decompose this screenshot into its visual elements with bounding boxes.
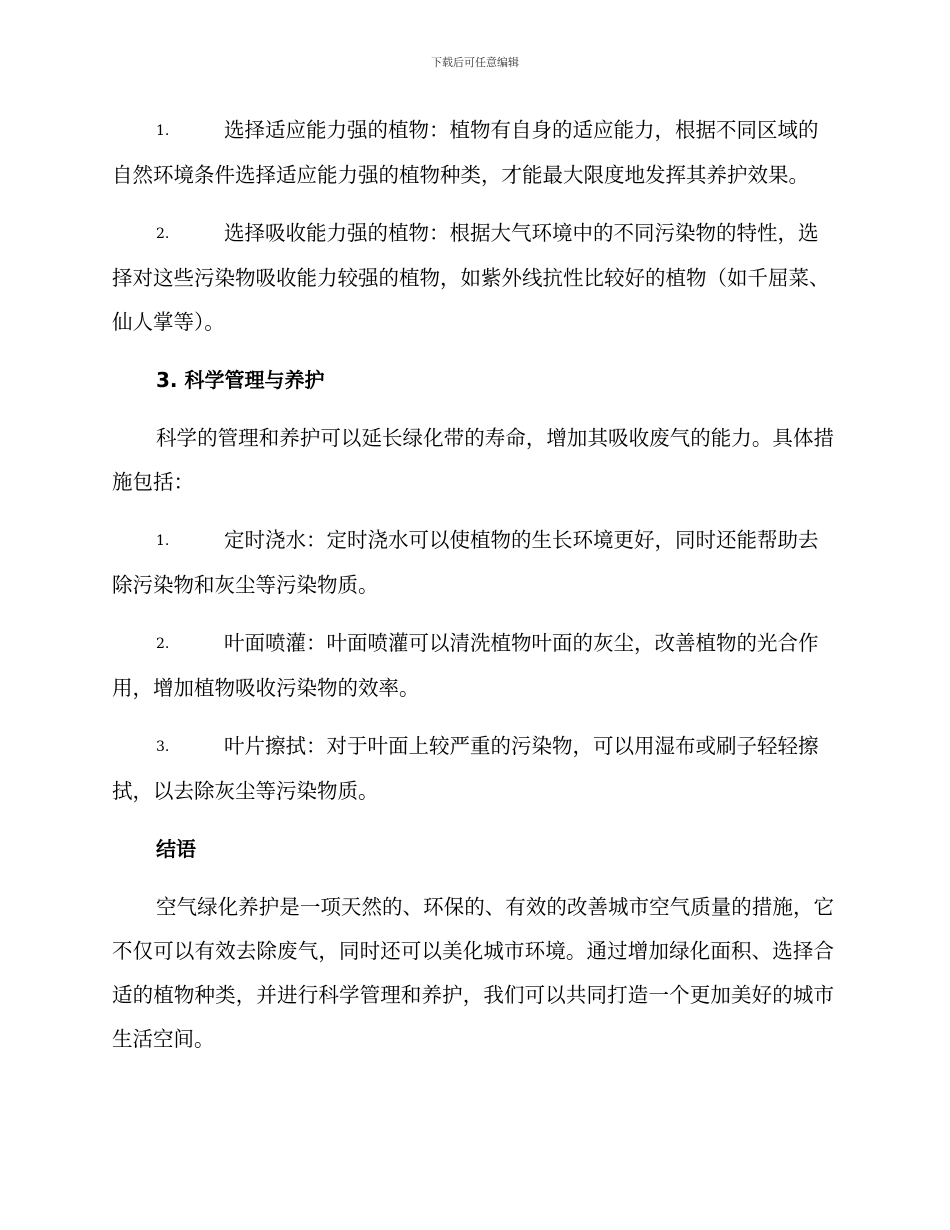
list-number: 3.: [156, 739, 170, 755]
document-body: [112, 108, 834, 1075]
list-item: [112, 108, 834, 197]
list-text: 选择适应能力强的植物：植物有自身的适应能力，根据不同区域的自然环境条件选择适应能力强的植物种类，才能最大限度地发挥其养护效果。: [112, 118, 819, 187]
page-header: 下载后可任意编辑: [431, 56, 519, 69]
list-number: 1.: [156, 533, 170, 549]
list-item: [112, 621, 834, 710]
list-item: [112, 518, 834, 607]
list-item: [112, 211, 834, 344]
list-text: 叶片擦拭：对于叶面上较严重的污染物，可以用湿布或刷子轻轻擦拭，以去除灰尘等污染物质。: [112, 734, 819, 803]
conclusion-heading: 结语: [156, 837, 196, 861]
list-text: 定时浇水：定时浇水可以使植物的生长环境更好，同时还能帮助去除污染物和灰尘等污染物质。: [112, 528, 819, 597]
conclusion-text: 空气绿化养护是一项天然的、环保的、有效的改善城市空气质量的措施，它不仅可以有效去除废气，同时还可以美化城市环境。通过增加绿化面积、选择合适的植物种类，并进行科学管理和养护，我们可以共同打造一个更加美好的城市生活空间。: [112, 895, 834, 1051]
section-intro: 科学的管理和养护可以延长绿化带的寿命，增加其吸收废气的能力。具体措施包括：: [112, 426, 834, 494]
list-text: 叶面喷灌：叶面喷灌可以清洗植物叶面的灰尘，改善植物的光合作用，增加植物吸收污染物的效率。: [112, 631, 819, 700]
list-number: 2.: [156, 636, 170, 652]
list-number: 2.: [156, 226, 170, 242]
list-item: [112, 724, 834, 813]
list-text: 选择吸收能力强的植物：根据大气环境中的不同污染物的特性，选择对这些污染物吸收能力较强的植物，如紫外线抗性比较好的植物（如千屈菜、仙人掌等）。: [112, 221, 830, 334]
list-number: 1.: [156, 123, 170, 139]
section-heading: 3. 科学管理与养护: [156, 368, 325, 392]
